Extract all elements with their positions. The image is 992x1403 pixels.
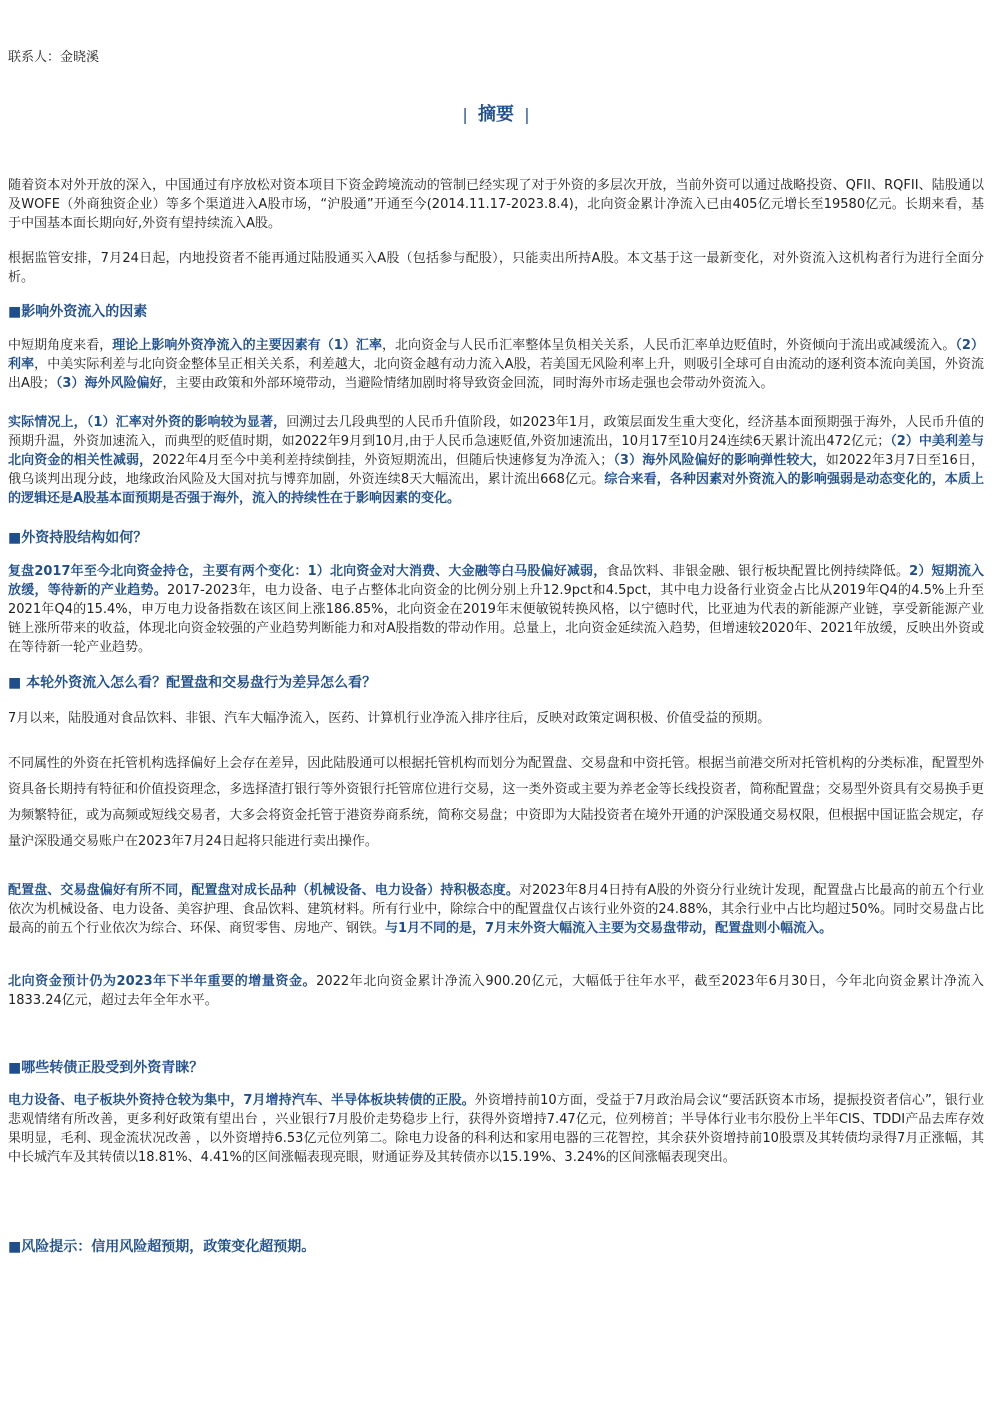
text-run: 回溯过去几段典型的人民币升值阶段，如2023年1月，政策层面发生重大变化，经济基本面预期强于海外，人民币升值的预期升温，外资加速流入，而典型的贬值时期，如2022年9月到10月,由于人民币急速贬值,外资加速流出，10月17至10月24连续6天累计流出472亿元； bbox=[8, 415, 985, 449]
text-run: 外资增持前10方面，受益于7月政治局会议“要活跃资本市场，提振投资者信心”，银行业悲观情绪有所改善，更多利好政策有望出台 ，兴业银行7月股价走势稳步上行，获得外资增持7.47亿元，位列榜首；半导体行业韦尔股份上半年CIS、TDDI产品去库存效果明显，毛利、现金流状况改善 ，以外资增持6.53亿元位列第二。除电力设备的科利达和家用电器的三花智控，其余获外资增持前10股票及其转债均录得7月正涨幅，其中长城汽车及其转债以18.81%、4.41%的区间涨幅表现亮眼，财通证券及其转债亦以15.19%、3.24%的区间涨幅表现突出。 bbox=[8, 1093, 984, 1165]
intro-paragraph-1: 随着资本对外开放的深入，中国通过有序放松对资本项目下资金跨境流动的管制已经实现了对于外资的多层次开放，当前外资可以通过战略投资、QFII、RQFII、陆股通以及WOFE（外商独资企业）等多个渠道进入A股市场，“沪股通”开通至今(2014.11.17-2023.8.4)，北向资金累计净流入已由405亿元增长至19580亿元。长期来看，基于中国基本面长期向好,外资有望持续流入A股。 bbox=[8, 178, 984, 231]
emphasis-run: 理论上影响外资净流入的主要因素有（1）汇率 bbox=[112, 338, 382, 353]
title-text: 摘要 bbox=[478, 104, 514, 125]
emphasis-run: 综合来看，各种因素对外资流入的影响强弱是动态变化的，本质上的逻辑还是A股基本面预期是否强于海外，流入的持续性在于影响因素的变化。 bbox=[8, 472, 984, 506]
text-run: ，北向资金与人民币汇率整体呈负相关关系，人民币汇率单边贬值时，外资倾向于流出或减缓流入。 bbox=[381, 338, 956, 353]
contact-line: 联系人：金晓溪 bbox=[8, 50, 100, 65]
page-title bbox=[0, 100, 992, 126]
flows-paragraph-1: 7月以来，陆股通对食品饮料、非银、汽车大幅净流入，医药、计算机行业净流入排序往后，反映对政策定调积极、价值受益的预期。 bbox=[8, 711, 771, 726]
text-run: 食品饮料、非银金融、银行板块配置比例持续降低。 bbox=[606, 564, 910, 579]
emphasis-run: 2）短期流入放缓，等待新的产业趋势。 bbox=[8, 564, 984, 598]
flows-paragraph-4 bbox=[8, 972, 984, 1010]
emphasis-run: 电力设备、电子板块外资持仓较为集中，7月增持汽车、半导体板块转债的正股。 bbox=[8, 1093, 475, 1108]
convertibles-paragraph bbox=[8, 1091, 984, 1167]
title-right-mark: | bbox=[524, 105, 530, 124]
flows-paragraph-3 bbox=[8, 881, 984, 938]
intro-paragraph-2: 根据监管安排，7月24日起，内地投资者不能再通过陆股通买入A股（包括参与配股），只能卖出所持A股。本文基于这一最新变化，对外资流入这机构者行为进行全面分析。 bbox=[8, 251, 984, 285]
section-heading-flows: ■ 本轮外资流入怎么看？配置盘和交易盘行为差异怎么看？ bbox=[8, 675, 377, 691]
text-run: 对2023年8月4日持有A股的外资分行业统计发现，配置盘占比最高的前五个行业依次为机械设备、电力设备、美容护理、食品饮料、建筑材料。所有行业中，除综合中的配置盘仅占该行业外资的24.88%，其余行业中占比均超过50%。同时交易盘占比最高的前五个行业依次为综合、环保、商贸零售、房地产、钢铁。 bbox=[8, 883, 984, 936]
emphasis-run: 实际情况上，（1）汇率对外资的影响较为显著， bbox=[8, 415, 287, 430]
emphasis-run: 北向资金预计仍为2023年下半年重要的增量资金。 bbox=[8, 974, 317, 989]
emphasis-run: 配置盘、交易盘偏好有所不同，配置盘对成长品种（机械设备、电力设备）持积极态度。 bbox=[8, 883, 519, 898]
risk-warning: ■风险提示：信用风险超预期，政策变化超预期。 bbox=[8, 1239, 316, 1255]
text-run: 中短期角度来看， bbox=[8, 338, 113, 353]
emphasis-run: （2）中美利差与北向资金的相关性减弱， bbox=[8, 434, 985, 468]
emphasis-run: （2）利率 bbox=[8, 338, 984, 372]
flows-paragraph-2: 不同属性的外资在托管机构选择偏好上会存在差异，因此陆股通可以根据托管机构而划分为配置盘、交易盘和中资托管。根据当前港交所对托管机构的分类标准，配置型外资具备长期持有特征和价值投资理念，多选择渣打银行等外资银行托管席位进行交易，这一类外资或主要为养老金等长线投资者，简称配置盘；交易型外资具有交易换手更为频繁特征，或为高频或短线交易者，大多会将资金托管于港资券商系统，简称交易盘；中资即为大陆投资者在境外开通的沪深股通交易权限，但根据中国证监会规定，存量沪深股通交易账户在2023年7月24日起将只能进行卖出操作。 bbox=[8, 756, 984, 849]
text-run: 2017-2023年，电力设备、电子占整体北向资金的比例分别上升12.9pct和4.5pct，其中电力设备行业资金占比从2019年Q4的4.5%上升至2021年Q4的15.4%，申万电力设备指数在该区间上涨186.85%，北向资金在2019年末便敏锐转换风格，以宁德时代，比亚迪为代表的新能源产业链，享受新能源产业链上涨所带来的收益，体现北向资金较强的产业趋势判断能力和对A股指数的带动作用。总量上，北向资金延续流入趋势，但增速较2020年、2021年放缓，反映出外资或在等待新一轮产业趋势。 bbox=[8, 583, 984, 655]
text-run: ，主要由政策和外部环境带动，当避险情绪加剧时将导致资金回流，同时海外市场走强也会带动外资流入。 bbox=[162, 376, 774, 391]
emphasis-run: （3）海外风险偏好的影响弹性较大， bbox=[613, 453, 826, 468]
emphasis-run: 与1月不同的是，7月末外资大幅流入主要为交易盘带动，配置盘则小幅流入。 bbox=[385, 921, 833, 936]
factors-paragraph-2 bbox=[8, 413, 984, 508]
emphasis-run: 复盘2017年至今北向资金持仓，主要有两个变化：1）北向资金对大消费、大金融等白马股偏好减弱， bbox=[8, 564, 607, 579]
section-heading-holdings: ■外资持股结构如何？ bbox=[8, 530, 148, 546]
factors-paragraph-1 bbox=[8, 336, 984, 393]
text-run: 2022年北向资金累计净流入900.20亿元，大幅低于往年水平，截至2023年6月30日，今年北向资金累计净流入1833.24亿元，超过去年全年水平。 bbox=[8, 974, 984, 1008]
holdings-paragraph bbox=[8, 562, 984, 657]
section-heading-convertibles: ■哪些转债正股受到外资青睐？ bbox=[8, 1060, 204, 1076]
emphasis-run: （3）海外风险偏好 bbox=[55, 376, 163, 391]
text-run: ，中美实际利差与北向资金整体呈正相关关系，利差越大，北向资金越有动力流入A股，若美国无风险利率上升，则吸引全球可自由流动的逐利资本流向美国，外资流出A股； bbox=[8, 357, 984, 391]
section-heading-factors: ■影响外资流入的因素 bbox=[8, 304, 148, 320]
text-run: 如2022年3月7日至16日，俄乌谈判出现分歧，地缘政治风险及大国对抗与博弈加剧，外资连续8天大幅流出，累计流出668亿元。 bbox=[8, 453, 985, 487]
title-left-mark: | bbox=[462, 105, 468, 124]
text-run: 2022年4月至今中美利差持续倒挂，外资短期流出，但随后快速修复为净流入； bbox=[152, 453, 614, 468]
